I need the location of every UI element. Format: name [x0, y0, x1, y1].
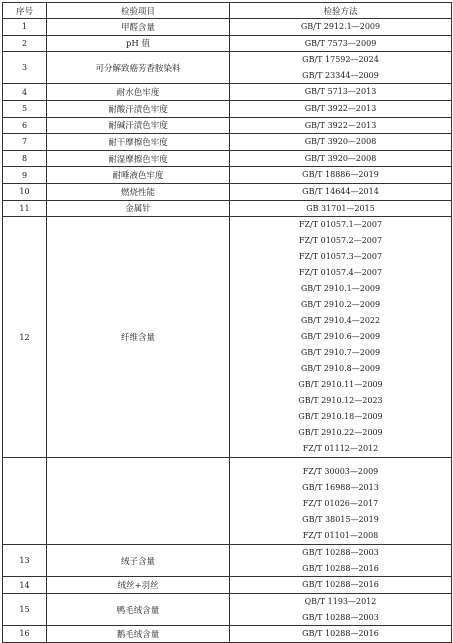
- row-number: 8: [3, 150, 47, 167]
- method-standard: FZ/T 01057.3—2007: [298, 252, 383, 262]
- row-number: 4: [3, 84, 47, 101]
- method-standard: FZ/T 01101—2008: [302, 531, 379, 541]
- row-methods: [230, 593, 452, 625]
- row-methods: [230, 200, 452, 217]
- table-row: [3, 183, 452, 200]
- table-header-row: [3, 3, 452, 19]
- row-item: 耐水色牢度: [47, 84, 230, 101]
- method-standard: GB/T 2910.22—2009: [298, 428, 383, 438]
- method-standard: GB/T 3922—2013: [304, 120, 377, 130]
- method-standard: QB/T 1193—2012: [304, 596, 377, 606]
- row-number: 2: [3, 35, 47, 52]
- table-row: [3, 217, 452, 458]
- method-standard: GB/T 10288—2003: [302, 612, 379, 622]
- row-methods: [230, 52, 452, 84]
- table-row: [3, 200, 452, 217]
- row-number: 16: [3, 626, 47, 643]
- row-number: 1: [3, 19, 47, 36]
- row-number: 15: [3, 593, 47, 625]
- row-item: 耐碱汗渍色牢度: [47, 117, 230, 134]
- method-standard: FZ/T 01112—2012: [302, 444, 379, 454]
- row-item: 甲醛含量: [47, 19, 230, 36]
- table-row: [3, 593, 452, 625]
- table-row: [3, 100, 452, 117]
- method-standard: GB/T 2910.6—2009: [300, 332, 381, 342]
- row-methods: [230, 100, 452, 117]
- row-methods: [230, 150, 452, 167]
- row-methods: [230, 183, 452, 200]
- row-methods: [230, 217, 452, 458]
- row-methods-continued: [230, 458, 452, 545]
- row-number: 11: [3, 200, 47, 217]
- table-row: [3, 52, 452, 84]
- row-methods: [230, 117, 452, 134]
- row-item: 可分解致癌芳香胺染料: [47, 52, 230, 84]
- method-standard: GB/T 2910.7—2009: [300, 348, 381, 358]
- row-methods: [230, 84, 452, 101]
- method-standard: FZ/T 01057.2—2007: [298, 236, 383, 246]
- method-standard: GB/T 38015—2019: [302, 515, 379, 525]
- method-standard: GB/T 2910.2—2009: [300, 300, 381, 310]
- row-item: 耐唾液色牢度: [47, 167, 230, 184]
- method-standard: GB/T 23344—2009: [302, 70, 379, 80]
- row-number: 12: [3, 217, 47, 458]
- row-item: 绒子含量: [47, 545, 230, 577]
- row-number: 7: [3, 134, 47, 151]
- method-standard: GB 31701—2015: [306, 203, 375, 213]
- test-methods-table: [2, 2, 452, 643]
- row-item: 鸭毛绒含量: [47, 593, 230, 625]
- row-number: 10: [3, 183, 47, 200]
- row-item: 耐酸汗渍色牢度: [47, 100, 230, 117]
- table-row: [3, 545, 452, 577]
- method-standard: GB/T 2910.18—2009: [298, 412, 383, 422]
- row-item: 鹅毛绒含量: [47, 626, 230, 643]
- header-no: 序号: [3, 3, 47, 19]
- method-standard: GB/T 2910.11—2009: [298, 380, 383, 390]
- row-methods: [230, 626, 452, 643]
- method-standard: GB/T 14644—2014: [302, 186, 379, 196]
- table-row-continued: [3, 458, 452, 545]
- method-standard: GB/T 17592—2024: [302, 55, 379, 65]
- table-row: [3, 150, 452, 167]
- row-item: 耐干摩擦色牢度: [47, 134, 230, 151]
- method-standard: GB/T 16988—2013: [302, 483, 379, 493]
- method-standard: GB/T 3920—2008: [304, 153, 377, 163]
- method-standard: FZ/T 30003—2009: [302, 467, 379, 477]
- row-methods: [230, 19, 452, 36]
- method-standard: GB/T 2912.1—2009: [300, 22, 381, 31]
- header-item: 检验项目: [47, 3, 230, 19]
- method-standard: GB/T 2910.8—2009: [300, 364, 381, 374]
- table-row: [3, 35, 452, 52]
- method-standard: GB/T 3922—2013: [304, 103, 377, 113]
- row-methods: [230, 35, 452, 52]
- table-row: [3, 117, 452, 134]
- method-standard: GB/T 10288—2016: [302, 580, 379, 590]
- row-item: 绒丝+羽丝: [47, 577, 230, 594]
- row-number: 3: [3, 52, 47, 84]
- table-row: [3, 19, 452, 36]
- method-standard: GB/T 2910.12—2023: [298, 396, 383, 406]
- header-method: 检验方法: [230, 3, 452, 19]
- method-standard: GB/T 3920—2008: [304, 137, 377, 147]
- row-item: 金属针: [47, 200, 230, 217]
- method-standard: GB/T 2910.1—2009: [300, 284, 381, 294]
- method-standard: GB/T 10288—2003: [302, 548, 379, 558]
- method-standard: GB/T 18886—2019: [302, 170, 379, 180]
- row-number: 9: [3, 167, 47, 184]
- row-number: 13: [3, 545, 47, 577]
- table-row: [3, 577, 452, 594]
- row-methods: [230, 545, 452, 577]
- method-standard: GB/T 7573—2009: [304, 38, 377, 48]
- row-number: 6: [3, 117, 47, 134]
- row-methods: [230, 167, 452, 184]
- method-standard: GB/T 10288—2016: [302, 629, 379, 639]
- table-row: [3, 134, 452, 151]
- method-standard: FZ/T 01057.4—2007: [298, 268, 383, 278]
- row-item: 燃烧性能: [47, 183, 230, 200]
- row-number: 14: [3, 577, 47, 594]
- table-row: [3, 167, 452, 184]
- table-row: [3, 84, 452, 101]
- row-number-continued: [3, 458, 47, 545]
- table-row: [3, 626, 452, 643]
- method-standard: GB/T 2910.4—2022: [300, 316, 381, 326]
- row-number: 5: [3, 100, 47, 117]
- row-methods: [230, 134, 452, 151]
- row-item: 耐湿摩擦色牢度: [47, 150, 230, 167]
- method-standard: GB/T 5713—2013: [304, 87, 377, 97]
- row-methods: [230, 577, 452, 594]
- row-item: pH 值: [47, 35, 230, 52]
- row-item: 纤维含量: [47, 217, 230, 458]
- method-standard: FZ/T 01057.1—2007: [298, 220, 383, 230]
- row-item-continued: [47, 458, 230, 545]
- method-standard: FZ/T 01026—2017: [302, 499, 379, 509]
- method-standard: GB/T 10288—2016: [302, 563, 379, 573]
